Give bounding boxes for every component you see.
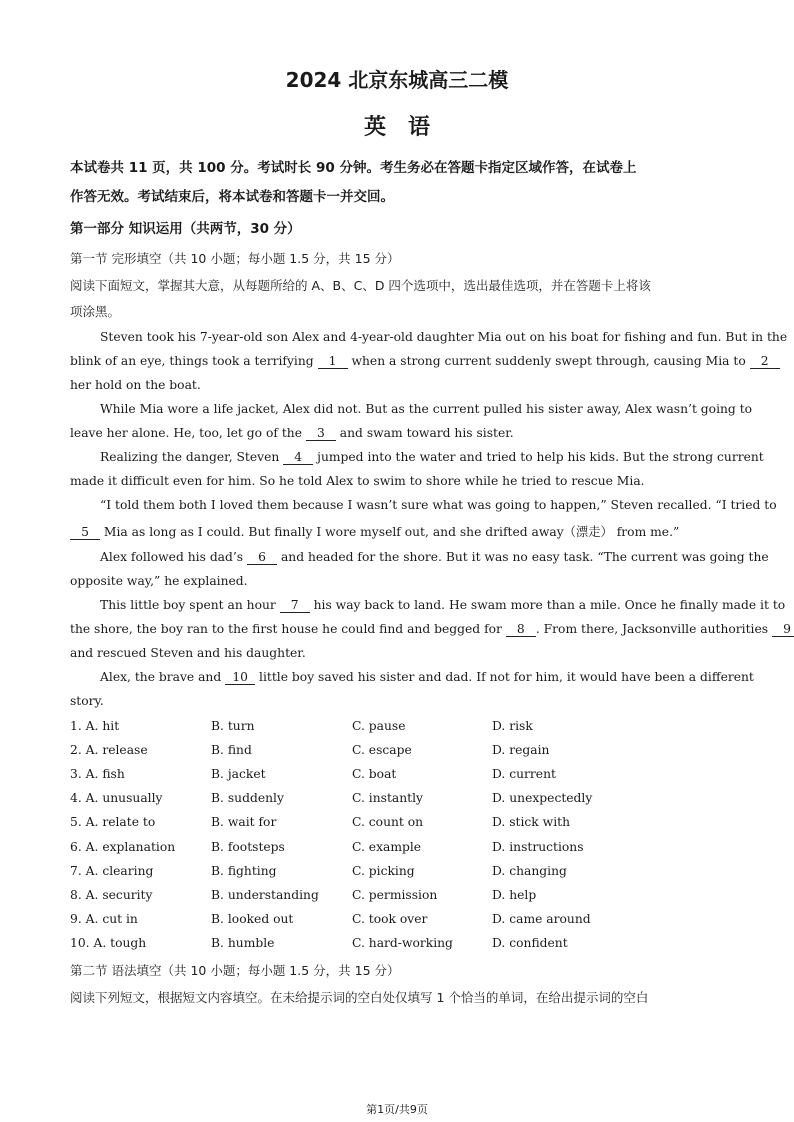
option-a: 5. A. relate to	[70, 815, 156, 829]
blank-1: 1	[318, 355, 348, 369]
option-a: 6. A. explanation	[70, 840, 176, 854]
passage-line	[100, 450, 764, 465]
blank-9: 9	[772, 623, 794, 637]
question-options-9	[70, 912, 730, 930]
passage-line: “I told them both I loved them because I wasn’t sure what was going to happen,” Steven recalled. “I tried to	[100, 498, 777, 512]
passage-line	[70, 354, 769, 369]
question-options-3	[70, 767, 730, 785]
blank-7: 7	[280, 599, 310, 613]
section1-instruction-2: 项涂黑。	[70, 304, 121, 319]
option-a: 2. A. release	[70, 743, 148, 757]
passage-text: and swam toward his sister.	[335, 426, 514, 440]
passage-text: when a strong current suddenly swept through, causing Mia to	[347, 354, 750, 368]
option-b: B. turn	[211, 719, 255, 733]
section2-heading: 第二节 语法填空（共 10 小题；每小题 1.5 分，共 15 分）	[70, 963, 400, 978]
passage-line: Steven took his 7-year-old son Alex and 4-year-old daughter Mia out on his boat for fishing and fun. But in the	[100, 330, 788, 344]
question-options-1	[70, 719, 730, 737]
passage-line: made it difficult even for him. So he told Alex to swim to shore while he tried to rescue Mia.	[70, 474, 645, 488]
blank-3: 3	[306, 427, 336, 441]
option-d: D. unexpectedly	[492, 791, 593, 805]
question-options-4	[70, 791, 730, 809]
passage-text: This little boy spent an hour	[100, 598, 280, 612]
question-options-8	[70, 888, 730, 906]
option-c: C. pause	[352, 719, 406, 733]
passage-line	[100, 550, 769, 565]
section1-instruction-1: 阅读下面短文，掌握其大意，从每题所给的 A、B、C、D 四个选项中，选出最佳选项，并在答题卡上将该	[70, 278, 651, 293]
blank-8: 8	[506, 623, 536, 637]
section2-instruction-1: 阅读下列短文，根据短文内容填空。在未给提示词的空白处仅填写 1 个恰当的单词，在给出提示词的空白	[70, 990, 649, 1005]
blank-6: 6	[247, 551, 277, 565]
notice-line-2: 作答无效。考试结束后，将本试卷和答题卡一并交回。	[70, 189, 394, 205]
option-b: B. find	[211, 743, 252, 757]
passage-line	[70, 522, 730, 540]
option-d: D. current	[492, 767, 556, 781]
option-d: D. risk	[492, 719, 533, 733]
option-d: D. instructions	[492, 840, 584, 854]
question-options-2	[70, 743, 730, 761]
passage-line: While Mia wore a life jacket, Alex did not. But as the current pulled his sister away, Alex wasn’t going to	[100, 402, 753, 416]
option-d: D. help	[492, 888, 537, 902]
option-d: D. confident	[492, 936, 568, 950]
blank-2: 2	[750, 355, 780, 369]
notice-line-1: 本试卷共 11 页，共 100 分。考试时长 90 分钟。考生务必在答题卡指定区域作答，在试卷上	[70, 160, 637, 176]
option-d: D. came around	[492, 912, 591, 926]
option-b: B. footsteps	[211, 840, 285, 854]
option-a: 9. A. cut in	[70, 912, 138, 926]
option-b: B. understanding	[211, 888, 319, 902]
blank-10: 10	[225, 671, 255, 685]
option-d: D. changing	[492, 864, 567, 878]
option-c: C. count on	[352, 815, 424, 829]
subject-title: 英语	[363, 115, 452, 140]
option-d: D. stick with	[492, 815, 570, 829]
passage-text: blink of an eye, things took a terrifying	[70, 354, 318, 368]
option-c: C. example	[352, 840, 422, 854]
option-a: 4. A. unusually	[70, 791, 163, 805]
option-a: 7. A. clearing	[70, 864, 154, 878]
passage-text: jumped into the water and tried to help his kids. But the strong current	[313, 450, 764, 464]
exam-title: 2024 北京东城高三二模	[285, 68, 509, 92]
blank-4: 4	[283, 451, 313, 465]
option-c: C. instantly	[352, 791, 423, 805]
option-c: C. permission	[352, 888, 438, 902]
passage-line: story.	[70, 694, 104, 708]
option-b: B. suddenly	[211, 791, 284, 805]
passage-line	[100, 598, 786, 613]
option-c: C. escape	[352, 743, 412, 757]
option-b: B. jacket	[211, 767, 266, 781]
question-options-10	[70, 936, 730, 954]
option-a: 3. A. fish	[70, 767, 125, 781]
question-options-5	[70, 815, 730, 833]
passage-text: and headed for the shore. But it was no easy task. “The current was going the	[277, 550, 769, 564]
passage-text: leave her alone. He, too, let go of the	[70, 426, 306, 440]
blank-5: 5	[70, 526, 100, 540]
passage-line: and rescued Steven and his daughter.	[70, 646, 306, 660]
passage-text: his way back to land. He swam more than a mile. Once he finally made it to	[309, 598, 786, 612]
option-c: C. picking	[352, 864, 415, 878]
option-a: 1. A. hit	[70, 719, 120, 733]
passage-line: her hold on the boat.	[70, 378, 201, 392]
option-c: C. hard-working	[352, 936, 453, 950]
section1-heading: 第一节 完形填空（共 10 小题；每小题 1.5 分，共 15 分）	[70, 251, 400, 266]
passage-text: . From there, Jacksonville authorities	[535, 622, 772, 636]
part1-heading: 第一部分 知识运用（共两节，30 分）	[70, 221, 301, 237]
passage-line: opposite way,” he explained.	[70, 574, 248, 588]
passage-line	[100, 670, 754, 685]
passage-text: Realizing the danger, Steven	[100, 450, 284, 464]
option-a: 10. A. tough	[70, 936, 147, 950]
passage-text: Alex, the brave and	[100, 670, 226, 684]
page-footer: 第1页/共9页	[366, 1103, 428, 1116]
option-c: C. took over	[352, 912, 428, 926]
passage-text: little boy saved his sister and dad. If not for him, it would have been a different	[255, 670, 754, 684]
option-d: D. regain	[492, 743, 550, 757]
passage-line	[70, 622, 791, 637]
passage-line	[70, 426, 730, 441]
option-b: B. fighting	[211, 864, 277, 878]
option-a: 8. A. security	[70, 888, 153, 902]
question-options-7	[70, 864, 730, 882]
question-options-6	[70, 840, 730, 858]
option-b: B. looked out	[211, 912, 294, 926]
option-c: C. boat	[352, 767, 397, 781]
option-b: B. humble	[211, 936, 275, 950]
passage-text: Alex followed his dad’s	[100, 550, 248, 564]
passage-text: the shore, the boy ran to the first house he could find and begged for	[70, 622, 506, 636]
passage-text: Mia as long as I could. But finally I wore myself out, and she drifted away（漂走） from me.”	[100, 525, 680, 539]
option-b: B. wait for	[211, 815, 277, 829]
